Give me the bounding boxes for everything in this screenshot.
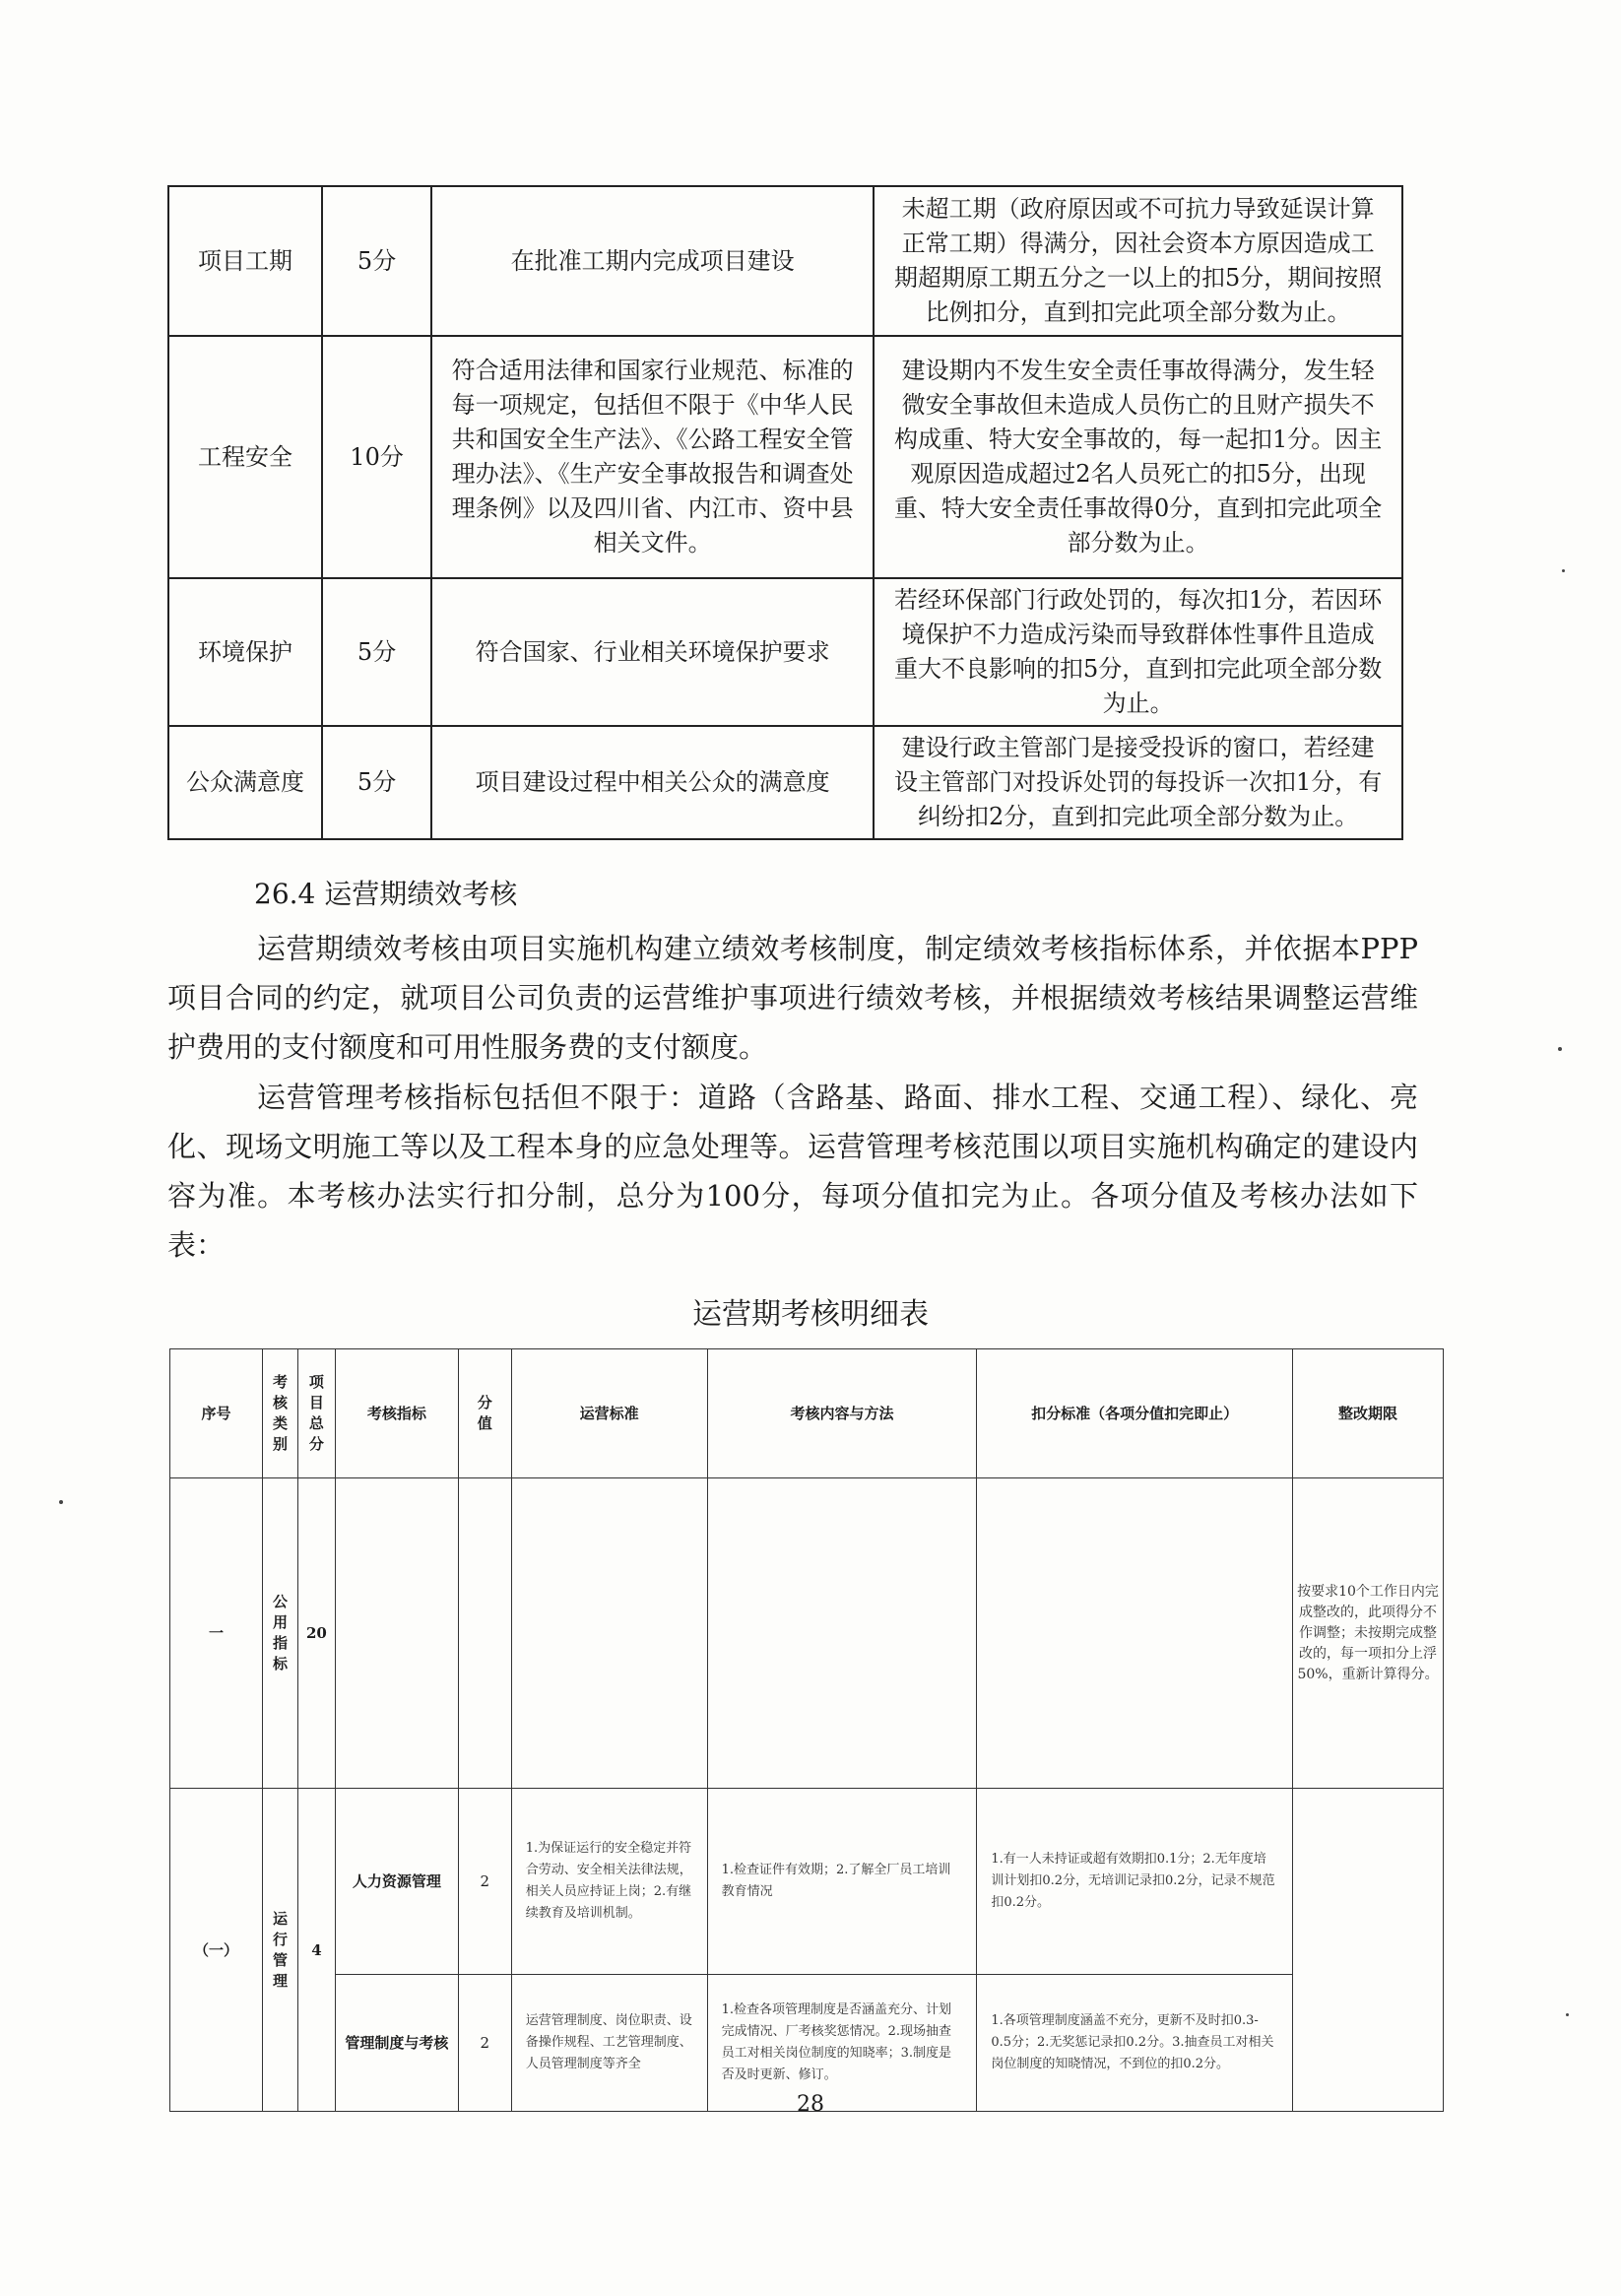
item-indicator: 管理制度与考核: [335, 1975, 458, 2112]
table-row: [168, 578, 1402, 726]
scan-speck: [1558, 1047, 1562, 1051]
operation-assessment-table: [169, 1348, 1444, 2112]
header-deadline: 整改期限: [1293, 1349, 1444, 1478]
table-row: [170, 1789, 1444, 1975]
page-number: 28: [797, 2092, 824, 2117]
indicator-score: 10分: [322, 336, 431, 578]
row-deadline: 按要求10个工作日内完成整改的，此项得分不作调整；未按期完成整改的，每一项扣分上浮50%，重新计算得分。: [1293, 1478, 1444, 1789]
row-total: 20: [297, 1478, 335, 1789]
indicator-method: 若经环保部门行政处罚的，每次扣1分，若因环境保护不力造成污染而导致群体性事件且造成重大不良影响的扣5分，直到扣完此项全部分数为止。: [874, 578, 1402, 726]
empty-cell: [1293, 1789, 1444, 2112]
item-indicator: 人力资源管理: [335, 1789, 458, 1975]
indicator-name: 项目工期: [168, 186, 322, 336]
indicator-standard: 符合适用法律和国家行业规范、标准的每一项规定，包括但不限于《中华人民共和国安全生产法》、《公路工程安全管理办法》、《生产安全事故报告和调查处理条例》以及四川省、内江市、资中县相关文件。: [431, 336, 874, 578]
indicator-score: 5分: [322, 186, 431, 336]
indicator-standard: 在批准工期内完成项目建设: [431, 186, 874, 336]
section-heading: 26.4 运营期绩效考核: [254, 878, 518, 910]
row-category: 运 行 管 理: [262, 1789, 297, 2112]
empty-cell: [335, 1478, 458, 1789]
header-total: 项 目 总 分: [297, 1349, 335, 1478]
table-row: [168, 726, 1402, 839]
item-score: 2: [458, 1789, 511, 1975]
table-row: [168, 336, 1402, 578]
scan-speck: [1566, 2013, 1569, 2016]
header-indicator: 考核指标: [335, 1349, 458, 1478]
indicator-name: 公众满意度: [168, 726, 322, 839]
item-content: 1.检查证件有效期；2.了解全厂员工培训教育情况: [707, 1789, 977, 1975]
paragraph: 运营期绩效考核由项目实施机构建立绩效考核制度，制定绩效考核指标体系，并依据本PPP项目合同的约定，就项目公司负责的运营维护事项进行绩效考核，并根据绩效考核结果调整运营维护费用的支付额度和可用性服务费的支付额度。: [167, 932, 1418, 1064]
item-content: 1.检查各项管理制度是否涵盖充分、计划完成情况、厂考核奖惩情况。2.现场抽查员工对相关岗位制度的知晓率；3.制度是否及时更新、修订。: [707, 1975, 977, 2112]
table-row: [168, 186, 1402, 336]
header-seq: 序号: [170, 1349, 263, 1478]
indicator-method: 未超工期（政府原因或不可抗力导致延误计算正常工期）得满分，因社会资本方原因造成工期超期原工期五分之一以上的扣5分，期间按照比例扣分，直到扣完此项全部分数为止。: [874, 186, 1402, 336]
table-title: 运营期考核明细表: [692, 1297, 929, 1332]
indicator-name: 环境保护: [168, 578, 322, 726]
indicator-score: 5分: [322, 726, 431, 839]
row-seq: （一）: [170, 1789, 263, 2112]
paragraph: 运营管理考核指标包括但不限于：道路（含路基、路面、排水工程、交通工程）、绿化、亮化、现场文明施工等以及工程本身的应急处理等。运营管理考核范围以项目实施机构确定的建设内容为准。本考核办法实行扣分制，总分为100分，每项分值扣完为止。各项分值及考核办法如下表：: [167, 1081, 1418, 1262]
header-deduction: 扣分标准（各项分值扣完即止）: [977, 1349, 1293, 1478]
item-standard: 1.为保证运行的安全稳定并符合劳动、安全相关法律法规，相关人员应持证上岗；2.有继续教育及培训机制。: [511, 1789, 707, 1975]
row-total: 4: [297, 1789, 335, 2112]
indicator-name: 工程安全: [168, 336, 322, 578]
indicator-method: 建设期内不发生安全责任事故得满分，发生轻微安全事故但未造成人员伤亡的且财产损失不构成重、特大安全事故的，每一起扣1分。因主观原因造成超过2名人员死亡的扣5分，出现重、特大安全责任事故得0分，直到扣完此项全部分数为止。: [874, 336, 1402, 578]
empty-cell: [707, 1478, 977, 1789]
indicator-standard: 符合国家、行业相关环境保护要求: [431, 578, 874, 726]
empty-cell: [458, 1478, 511, 1789]
row-seq: 一: [170, 1478, 263, 1789]
header-category: 考 核 类 别: [262, 1349, 297, 1478]
indicator-score: 5分: [322, 578, 431, 726]
indicator-method: 建设行政主管部门是接受投诉的窗口，若经建设主管部门对投诉处罚的每投诉一次扣1分，有纠纷扣2分，直到扣完此项全部分数为止。: [874, 726, 1402, 839]
item-standard: 运营管理制度、岗位职责、设备操作规程、工艺管理制度、人员管理制度等齐全: [511, 1975, 707, 2112]
empty-cell: [977, 1478, 1293, 1789]
item-deduction: 1.有一人未持证或超有效期扣0.1分；2.无年度培训计划扣0.2分，无培训记录扣0.2分，记录不规范扣0.2分。: [977, 1789, 1293, 1975]
item-score: 2: [458, 1975, 511, 2112]
item-deduction: 1.各项管理制度涵盖不充分，更新不及时扣0.3-0.5分；2.无奖惩记录扣0.2分。3.抽查员工对相关岗位制度的知晓情况，不到位的扣0.2分。: [977, 1975, 1293, 2112]
table-row: [170, 1975, 1444, 2112]
scan-speck: [59, 1500, 63, 1504]
header-score: 分 值: [458, 1349, 511, 1478]
header-standard: 运营标准: [511, 1349, 707, 1478]
header-content: 考核内容与方法: [707, 1349, 977, 1478]
row-category: 公 用 指 标: [262, 1478, 297, 1789]
construction-assessment-table: [167, 185, 1403, 840]
empty-cell: [511, 1478, 707, 1789]
table-row: [170, 1478, 1444, 1789]
table-header-row: [170, 1349, 1444, 1478]
indicator-standard: 项目建设过程中相关公众的满意度: [431, 726, 874, 839]
scan-speck: [1562, 569, 1565, 572]
